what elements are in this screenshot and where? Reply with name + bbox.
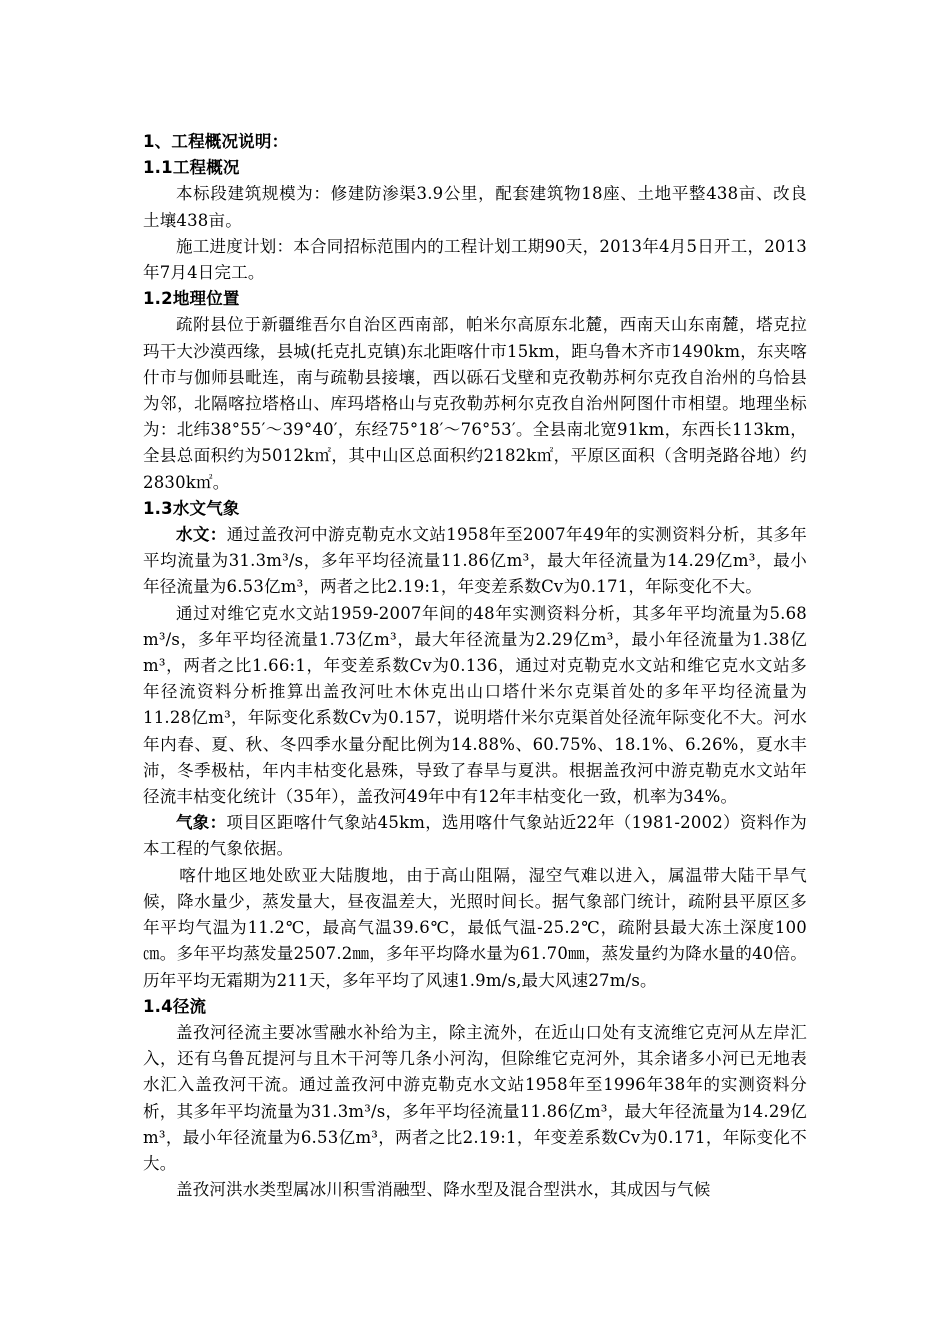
document-page xyxy=(143,127,807,1203)
climate-lead: 气象： xyxy=(176,813,227,833)
paragraph-climate-2: 喀什地区地处欧亚大陆腹地，由于高山阻隔，湿空气难以进入，属温带大陆干旱气候，降水量少，蒸发量大，昼夜温差大，光照时间长。据气象部门统计，疏附县平原区多年平均气温为11.2℃，最高气温39.6℃，最低气温-25.2℃，疏附县最大冻土深度100㎝。多年平均蒸发量2507.2㎜，多年平均降水量为61.70㎜，蒸发量约为降水量的40倍。历年平均无霜期为211天，多年平均了风速1.9m/s,最大风速27m/s。 xyxy=(143,865,807,990)
paragraph-hydrology-1 xyxy=(143,522,807,601)
hydrology-text-1: 通过盖孜河中游克勒克水文站1958年至2007年49年的实测资料分析，其多年平均流量为31.3m³/s，多年平均径流量11.86亿m³，最大年径流量为14.29亿m³，最小年径流量为6.53亿m³，两者之比2.19:1，年变差系数Cv为0.171，年际变化不大。 xyxy=(143,525,808,597)
section-title-1-2: 1.2地理位置 xyxy=(143,289,240,309)
paragraph-scale: 本标段建筑规模为：修建防渗渠3.9公里，配套建筑物18座、土地平整438亩、改良土壤438亩。 xyxy=(143,184,807,230)
section-title-1-1: 1.1工程概况 xyxy=(143,158,240,178)
hydrology-lead: 水文： xyxy=(176,525,227,545)
paragraph-location: 疏附县位于新疆维吾尔自治区西南部，帕米尔高原东北麓，西南天山东南麓，塔克拉玛干大沙漠西缘，县城(托克扎克镇)东北距喀什市15km，距乌鲁木齐市1490km，东夹喀什市与伽师县毗连，南与疏勒县接壤，西以砾石戈壁和克孜勒苏柯尔克孜自治州的乌恰县为邻，北隔喀拉塔格山、库玛塔格山与克孜勒苏柯尔克孜自治州阿图什市相望。地理坐标为：北纬38°55′～39°40′，东经75°18′～76°53′。全县南北宽91km，东西长113km，全县总面积约为5012k㎡，其中山区总面积约2182k㎡，平原区面积（含明尧路谷地）约2830k㎡。 xyxy=(143,315,807,492)
climate-text-1: 项目区距喀什气象站45km，选用喀什气象站近22年（1981-2002）资料作为本工程的气象依据。 xyxy=(143,813,807,859)
paragraph-climate-1 xyxy=(143,810,807,862)
paragraph-schedule: 施工进度计划：本合同招标范围内的工程计划工期90天，2013年4月5日开工，2013年7月4日完工。 xyxy=(143,236,807,283)
section-title-1-3: 1.3水文气象 xyxy=(143,498,240,518)
document-heading: 1、工程概况说明： xyxy=(143,132,289,151)
paragraph-runoff-1: 盖孜河径流主要冰雪融水补给为主，除主流外，在近山口处有支流维它克河从左岸汇入，还有乌鲁瓦提河与且木干河等几条小河沟，但除维它克河外，其余诸多小河已无地表水汇入盖孜河干流。通过盖孜河中游克勒克水文站1958年至1996年38年的实测资料分析，其多年平均流量为31.3m³/s，多年平均径流量11.86亿m³，最大年径流量为14.29亿m³，最小年径流量为6.53亿m³，两者之比2.19:1，年变差系数Cv为0.171，年际变化不大。 xyxy=(143,1022,807,1173)
paragraph-hydrology-2: 通过对维它克水文站1959-2007年间的48年实测资料分析，其多年平均流量为5.68 m³/s，多年平均径流量1.73亿m³，最大年径流量为2.29亿m³，最小年径流量为1.38亿m³，两者之比1.66:1，年变差系数Cv为0.136，通过对克勒克水文站和维它克水文站多年径流资料分析推算出盖孜河吐木休克出山口塔什米尔克渠首处的多年平均径流量为11.28亿m³，年际变化系数Cv为0.157，说明塔什米尔克渠首处径流年际变化不大。河水年内春、夏、秋、冬四季水量分配比例为14.88%、60.75%、18.1%、6.26%，夏水丰沛，冬季极枯，年内丰枯变化悬殊，导致了春旱与夏洪。根据盖孜河中游克勒克水文站年径流丰枯变化统计（35年），盖孜河49年中有12年丰枯变化一致，机率为34%。 xyxy=(143,603,807,807)
paragraph-runoff-2: 盖孜河洪水类型属冰川积雪消融型、降水型及混合型洪水，其成因与气候 xyxy=(176,1180,711,1200)
section-title-1-4: 1.4径流 xyxy=(143,996,207,1016)
